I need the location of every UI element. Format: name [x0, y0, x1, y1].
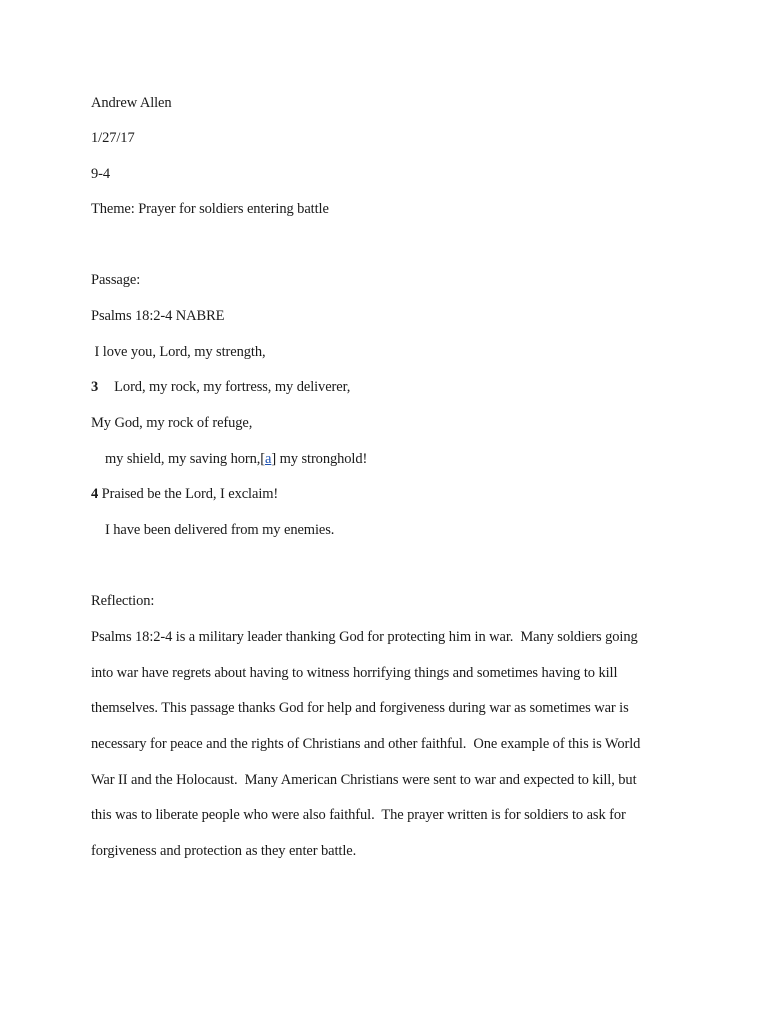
- class-period: 9-4: [91, 166, 111, 182]
- stronghold-text: my stronghold!: [276, 451, 368, 467]
- verse-4-text: Praised be the Lord, I exclaim!: [98, 486, 279, 502]
- reflection-line: forgiveness and protection as they enter battle.: [91, 843, 357, 859]
- reflection-line: into war have regrets about having to witness horrifying things and sometimes having to kill: [91, 665, 618, 681]
- verse-3-text: Lord, my rock, my fortress, my deliverer,: [114, 379, 351, 395]
- footnote-link-a[interactable]: a: [265, 451, 272, 467]
- author-name: Andrew Allen: [91, 95, 172, 111]
- verse-line-delivered: I have been delivered from my enemies.: [105, 522, 335, 538]
- passage-reference: Psalms 18:2-4 NABRE: [91, 308, 225, 324]
- reflection-line: this was to liberate people who were also faithful. The prayer written is for soldiers to ask for: [91, 807, 626, 823]
- verse-line-shield: [105, 450, 367, 468]
- date: 1/27/17: [91, 130, 135, 146]
- passage-heading: Passage:: [91, 272, 141, 288]
- verse-number-4: 4: [91, 486, 99, 502]
- verse-line-4: [91, 485, 278, 503]
- footnote-open: [: [260, 451, 266, 467]
- footnote-close: ]: [271, 451, 277, 467]
- verse-number-3: 3: [91, 379, 99, 395]
- verse-line-1: I love you, Lord, my strength,: [91, 344, 266, 360]
- reflection-line: Psalms 18:2-4 is a military leader thanking God for protecting him in war. Many soldiers going: [91, 629, 638, 645]
- reflection-line: necessary for peace and the rights of Christians and other faithful. One example of this is World: [91, 736, 641, 752]
- verse-line-refuge: My God, my rock of refuge,: [91, 415, 253, 431]
- reflection-line: themselves. This passage thanks God for help and forgiveness during war as sometimes war is: [91, 700, 629, 716]
- reflection-line: War II and the Holocaust. Many American Christians were sent to war and expected to kill, but: [91, 772, 637, 788]
- reflection-heading: Reflection:: [91, 593, 155, 609]
- theme-line: Theme: Prayer for soldiers entering battle: [91, 201, 329, 217]
- shield-text: my shield, my saving horn,: [105, 451, 261, 467]
- verse-line-3: [91, 378, 350, 396]
